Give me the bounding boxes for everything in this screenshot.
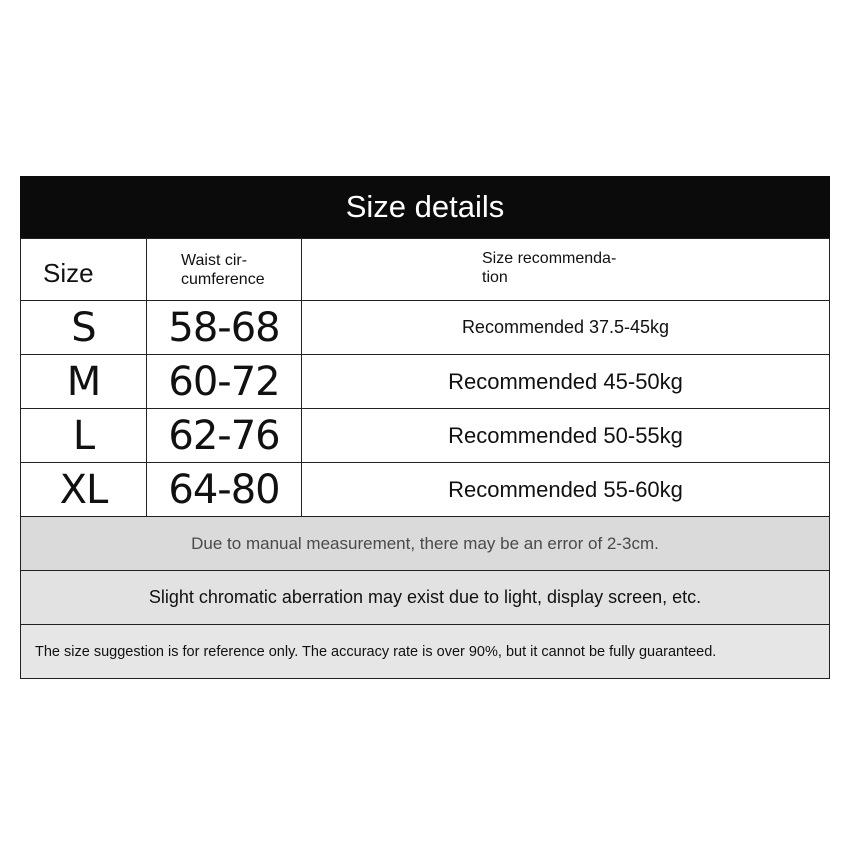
size-table bbox=[20, 238, 830, 517]
size-chart bbox=[20, 176, 830, 679]
table-row bbox=[21, 409, 830, 463]
header-rec-line2: tion bbox=[482, 268, 508, 286]
recommendation-cell: Recommended 45-50kg bbox=[302, 355, 830, 409]
size-cell: XL bbox=[21, 463, 147, 517]
header-waist-line2: cumference bbox=[181, 270, 265, 288]
header-size: Size bbox=[21, 239, 147, 301]
recommendation-cell: Recommended 50-55kg bbox=[302, 409, 830, 463]
header-waist-line1: Waist cir- bbox=[181, 251, 248, 269]
size-cell: M bbox=[21, 355, 147, 409]
size-cell: L bbox=[21, 409, 147, 463]
header-waist bbox=[147, 239, 302, 301]
recommendation-cell: Recommended 37.5-45kg bbox=[302, 301, 830, 355]
recommendation-cell: Recommended 55-60kg bbox=[302, 463, 830, 517]
table-row bbox=[21, 355, 830, 409]
waist-cell: 58-68 bbox=[147, 301, 302, 355]
size-details-title: Size details bbox=[20, 176, 830, 238]
header-recommendation bbox=[302, 239, 830, 301]
waist-cell: 60-72 bbox=[147, 355, 302, 409]
waist-cell: 62-76 bbox=[147, 409, 302, 463]
measurement-note: Due to manual measurement, there may be an error of 2-3cm. bbox=[20, 517, 830, 571]
waist-cell: 64-80 bbox=[147, 463, 302, 517]
reference-note: The size suggestion is for reference only. The accuracy rate is over 90%, but it cannot be fully guaranteed. bbox=[20, 625, 830, 679]
table-row bbox=[21, 463, 830, 517]
color-note: Slight chromatic aberration may exist due to light, display screen, etc. bbox=[20, 571, 830, 625]
table-row bbox=[21, 301, 830, 355]
header-rec-line1: Size recommenda- bbox=[482, 249, 617, 267]
size-cell: S bbox=[21, 301, 147, 355]
table-header-row bbox=[21, 239, 830, 301]
